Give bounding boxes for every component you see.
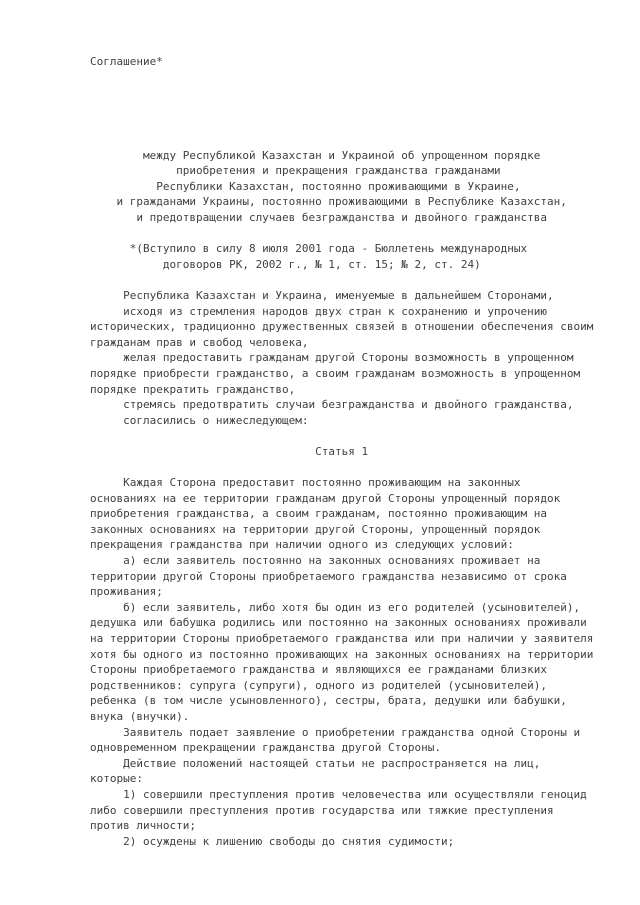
document-line: Республики Казахстан, постоянно проживающими в Украине,	[90, 179, 521, 193]
document-line: Статья 1	[90, 444, 369, 458]
document-line: законных основаниях на территории другой Стороны, упрощенный порядок	[90, 522, 541, 536]
document-line: Каждая Сторона предоставит постоянно проживающим на законных	[90, 476, 521, 490]
article-1-heading	[90, 444, 640, 460]
document-line: стремясь предотвратить случаи безгражданства и двойного гражданства,	[90, 398, 574, 412]
document-line: приобретения гражданства, а своим гражданам, постоянно проживающим на	[90, 507, 547, 521]
document-line: основаниях на ее территории гражданам другой Стороны упрощенный порядок	[90, 491, 561, 505]
document-line: порядке прекратить гражданство,	[90, 382, 296, 396]
document-line: гражданам прав и свобод человека,	[90, 335, 309, 349]
document-line: одновременном прекращении гражданства другой Стороны.	[90, 741, 441, 755]
document-line: прекращения гражданства при наличии одного из следующих условий:	[90, 538, 514, 552]
document-line: а) если заявитель постоянно на законных основаниях проживает на	[90, 554, 541, 568]
document-line: б) если заявитель, либо хотя бы один из его родителей (усыновителей),	[90, 600, 581, 614]
document-line: родственников: супруга (супруги), одного из родителей (усыновителей),	[90, 678, 547, 692]
document-line: территории другой Стороны приобретаемого гражданства независимо от срока	[90, 569, 567, 583]
document-line: которые:	[90, 772, 143, 786]
document-line: на территории Стороны приобретаемого гражданства или при наличии у заявителя	[90, 632, 594, 645]
preamble	[90, 288, 640, 428]
document-line: исходя из стремления народов двух стран к сохранению и упрочению	[90, 304, 547, 318]
document-line: и гражданами Украины, постоянно проживающими в Республике Казахстан,	[90, 195, 567, 209]
document-line: *(Вступило в силу 8 июля 2001 года - Бюллетень международных	[90, 242, 528, 256]
document-line: внука (внучки).	[90, 709, 190, 723]
doc-label	[90, 54, 640, 70]
document-line: договоров РК, 2002 г., № 1, ст. 15; № 2, ст. 24)	[90, 257, 481, 271]
document-line: Соглашение*	[90, 55, 163, 68]
document-line: против личности;	[90, 819, 196, 833]
document-line: дедушка или бабушка родились или постоянно на законных основаниях проживали	[90, 616, 587, 630]
document-line: Республика Казахстан и Украина, именуемые в дальнейшем Сторонами,	[90, 288, 554, 302]
document-line: 1) совершили преступления против человечества или осуществляли геноцид	[90, 787, 587, 801]
entry-into-force-note	[90, 241, 640, 272]
document-line: ребенка (в том числе усыновленного), сестры, брата, дедушки или бабушки,	[90, 694, 567, 708]
document-line: желая предоставить гражданам другой Стороны возможность в упрощенном	[90, 351, 574, 365]
document-line: исторических, традиционно дружественных связей в отношении обеспечения своим	[90, 320, 594, 334]
document-line: Заявитель подает заявление о приобретении гражданства одной Стороны и	[90, 725, 581, 739]
document-line: Стороны приобретаемого гражданства и являющихся ее гражданами близких	[90, 663, 547, 677]
document-line: приобретения и прекращения гражданства гражданами	[90, 164, 501, 178]
document-line: порядке приобрести гражданство, а своим гражданам возможность в упрощенном	[90, 366, 581, 380]
document-line: проживания;	[90, 585, 163, 599]
article-1-body	[90, 475, 640, 849]
document-line: согласились о нижеследующем:	[90, 413, 309, 427]
document-line: 2) осуждены к лишению свободы до снятия судимости;	[90, 834, 455, 848]
document-line: либо совершили преступления против государства или тяжкие преступления	[90, 803, 554, 817]
title	[90, 148, 640, 226]
document-line: Действие положений настоящей статьи не распространяется на лиц,	[90, 756, 541, 770]
document-line: хотя бы одного из постоянно проживающих на законных основаниях на территории	[90, 647, 594, 661]
document-line: между Республикой Казахстан и Украиной об упрощенном порядке	[90, 148, 541, 162]
document-line: и предотвращении случаев безгражданства и двойного гражданства	[90, 210, 547, 224]
